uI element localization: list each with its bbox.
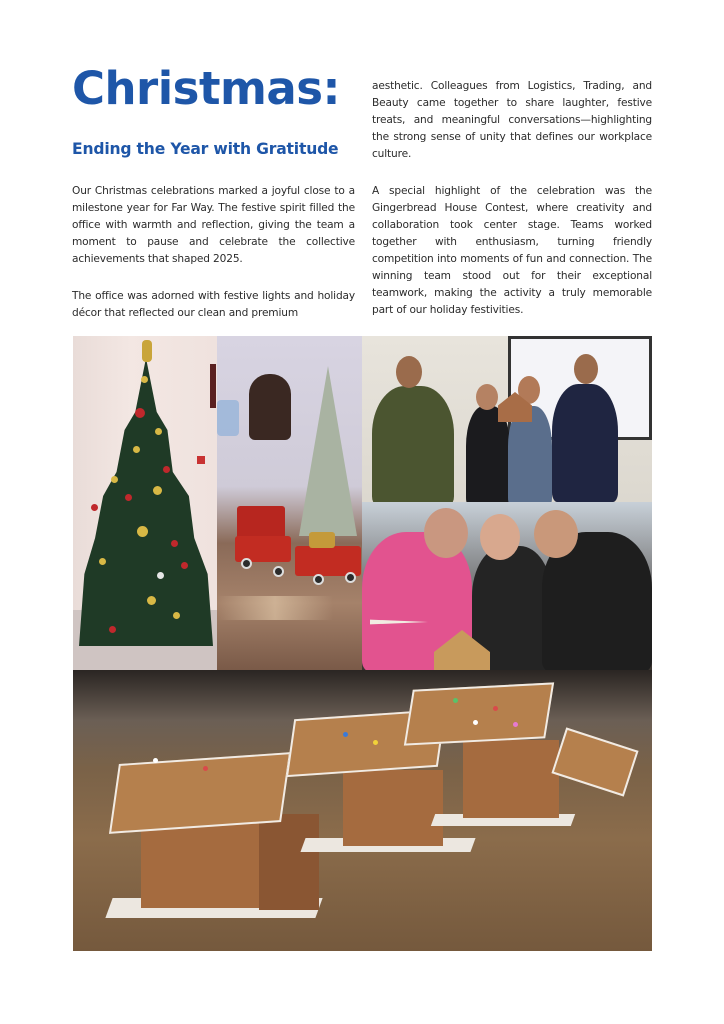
ornament bbox=[133, 446, 140, 453]
candy bbox=[343, 732, 348, 737]
train-wheel bbox=[241, 558, 252, 569]
ornament bbox=[153, 486, 162, 495]
ornament bbox=[135, 408, 145, 418]
ornament bbox=[125, 494, 132, 501]
train-wheel bbox=[313, 574, 324, 585]
person-head bbox=[534, 510, 578, 558]
ornament bbox=[157, 572, 164, 579]
train-wheel bbox=[345, 572, 356, 583]
ornament bbox=[109, 626, 116, 633]
tree-shape bbox=[79, 358, 213, 658]
person-head bbox=[476, 384, 498, 410]
decorating-gingerbread-photo bbox=[362, 502, 652, 670]
house-roof bbox=[404, 682, 554, 745]
house-roof bbox=[551, 727, 638, 796]
person-head bbox=[396, 356, 422, 388]
article-title: Christmas: bbox=[72, 62, 341, 115]
house-roof bbox=[109, 752, 291, 834]
ornament bbox=[171, 540, 178, 547]
candy bbox=[513, 722, 518, 727]
house-wall bbox=[141, 818, 269, 908]
christmas-tree-photo bbox=[73, 336, 217, 670]
candy bbox=[153, 758, 158, 763]
paragraph-gingerbread-contest: A special highlight of the celebration was the Gingerbread House Contest, where creativity and collaboration took center stage. Teams worked together with enthusiasm, turning friendly competition into moments of fun and connection. The winning team stood out for their exceptional teamwork, making the activity a truly memorable part of our holiday festivities. bbox=[372, 185, 652, 316]
candy bbox=[453, 698, 458, 703]
candy bbox=[473, 720, 478, 725]
candy bbox=[203, 766, 208, 771]
article-subtitle: Ending the Year with Gratitude bbox=[72, 140, 339, 158]
frosted-mini-tree bbox=[299, 366, 357, 536]
person-head bbox=[424, 508, 468, 558]
gift-box bbox=[309, 532, 335, 548]
gingerbread-house-3 bbox=[403, 680, 573, 840]
ornament bbox=[163, 466, 170, 473]
ornament bbox=[181, 562, 188, 569]
paragraph-decor: The office was adorned with festive lights and holiday décor that reflected our clean and premium bbox=[72, 290, 355, 319]
person-head bbox=[574, 354, 598, 384]
house-wall bbox=[463, 740, 559, 818]
fire-alarm bbox=[197, 456, 205, 464]
paragraph-intro: Our Christmas celebrations marked a joyful close to a milestone year for Far Way. The festive spirit filled the office with warmth and reflection, giving the team a moment to pause and celebrate the collective achievements that shaped 2025. bbox=[72, 185, 355, 265]
person-navy-hoodie bbox=[552, 384, 618, 502]
tabletop-tree-train-photo bbox=[217, 336, 362, 670]
person-head bbox=[480, 514, 520, 560]
team-gingerbread-photo bbox=[362, 336, 652, 502]
ornament bbox=[99, 558, 106, 565]
candy bbox=[373, 740, 378, 745]
ornament bbox=[137, 526, 148, 537]
ornament bbox=[111, 476, 118, 483]
ornament bbox=[141, 376, 148, 383]
speaker bbox=[249, 374, 291, 440]
tree-topper bbox=[142, 340, 152, 362]
paragraph-decor-continued: aesthetic. Colleagues from Logistics, Trading, and Beauty came together to share laughter, festive treats, and meaningful conversations—highlighting the strong sense of unity that defines our workplace culture. bbox=[372, 80, 652, 160]
train-wheel bbox=[273, 566, 284, 577]
gingerbread-houses-photo bbox=[73, 670, 652, 951]
ornament bbox=[155, 428, 162, 435]
ornament bbox=[147, 596, 156, 605]
ornament bbox=[173, 612, 180, 619]
table-reflection bbox=[217, 596, 362, 620]
water-bottle bbox=[217, 400, 239, 436]
candy bbox=[493, 706, 498, 711]
ornament bbox=[91, 504, 98, 511]
person-green-sweater bbox=[372, 386, 454, 502]
wall-frame bbox=[210, 364, 216, 408]
gingerbread-house-4 bbox=[553, 730, 643, 810]
